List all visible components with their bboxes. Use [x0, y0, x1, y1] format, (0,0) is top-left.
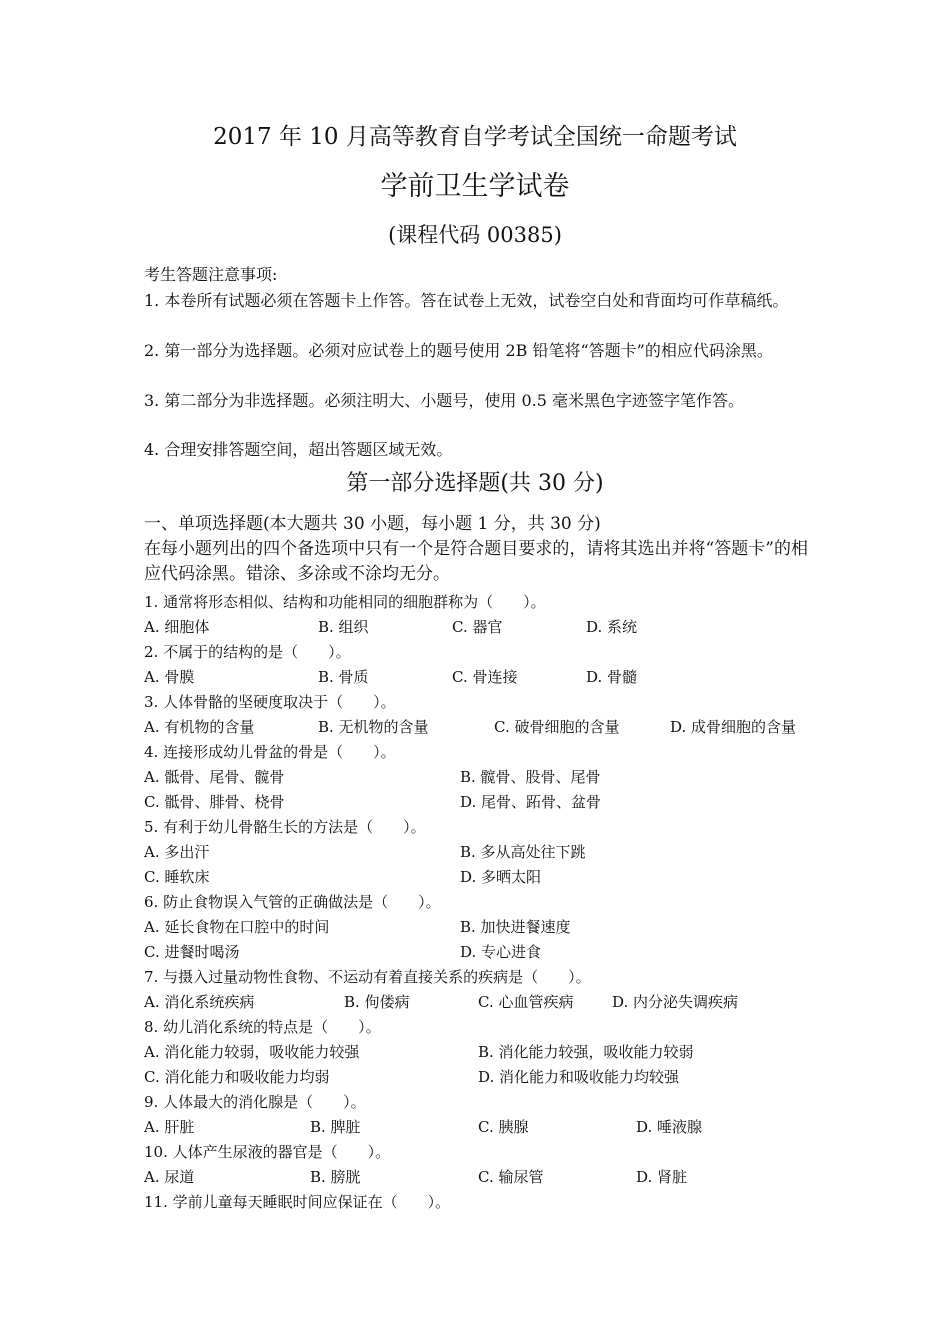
- option: C. 睡软床: [144, 868, 210, 886]
- notice-item-1: 1. 本卷所有试题必须在答题卡上作答。答在试卷上无效，试卷空白处和背面均可作草稿纸。: [144, 291, 789, 310]
- option: C. 胰腺: [478, 1118, 529, 1136]
- option: A. 消化能力较弱，吸收能力较强: [144, 1043, 360, 1061]
- option: B. 组织: [318, 618, 369, 636]
- option: C. 心血管疾病: [478, 993, 574, 1011]
- option: A. 骨膜: [144, 668, 195, 686]
- question-stem: 4. 连接形成幼儿骨盆的骨是（ ）。: [144, 743, 396, 761]
- option: D. 专心进食: [460, 943, 542, 961]
- notice-item-2: 2. 第一部分为选择题。必须对应试卷上的题号使用 2B 铅笔将“答题卡”的相应代码涂黑。: [144, 341, 773, 360]
- question-stem: 5. 有利于幼儿骨骼生长的方法是（ ）。: [144, 818, 426, 836]
- option: A. 细胞体: [144, 618, 210, 636]
- question-stem: 1. 通常将形态相似、结构和功能相同的细胞群称为（ ）。: [144, 593, 546, 611]
- option: A. 延长食物在口腔中的时间: [144, 918, 330, 936]
- option: C. 进餐时喝汤: [144, 943, 240, 961]
- option: B. 多从高处往下跳: [460, 843, 586, 861]
- option: B. 膀胱: [310, 1168, 361, 1186]
- section-heading: 一、单项选择题(本大题共 30 小题，每小题 1 分，共 30 分): [144, 514, 601, 534]
- option: A. 多出汗: [144, 843, 210, 861]
- course-code: (课程代码 00385): [388, 223, 562, 247]
- option: D. 唾液腺: [636, 1118, 703, 1136]
- option: A. 肝脏: [144, 1118, 195, 1136]
- option: C. 器官: [452, 618, 503, 636]
- question-stem: 6. 防止食物误入气管的正确做法是（ ）。: [144, 893, 441, 911]
- question-stem: 3. 人体骨骼的坚硬度取决于（ ）。: [144, 693, 396, 711]
- paper-title: 学前卫生学试卷: [380, 171, 570, 202]
- option: D. 尾骨、跖骨、盆骨: [460, 793, 602, 811]
- option: A. 尿道: [144, 1168, 195, 1186]
- option: D. 肾脏: [636, 1168, 688, 1186]
- option: B. 佝偻病: [344, 993, 410, 1011]
- option: B. 脾脏: [310, 1118, 361, 1136]
- option: B. 骨质: [318, 668, 369, 686]
- option: D. 内分泌失调疾病: [612, 993, 739, 1011]
- option: C. 骶骨、腓骨、桡骨: [144, 793, 285, 811]
- section-instructions: 在每小题列出的四个备选项中只有一个是符合题目要求的，请将其选出并将“答题卡”的相应代码涂黑。错涂、多涂或不涂均无分。: [144, 539, 808, 584]
- question-stem: 9. 人体最大的消化腺是（ ）。: [144, 1093, 366, 1111]
- option: C. 骨连接: [452, 668, 518, 686]
- notice-heading: 考生答题注意事项:: [144, 265, 278, 284]
- question-stem: 8. 幼儿消化系统的特点是（ ）。: [144, 1018, 381, 1036]
- option: C. 破骨细胞的含量: [494, 718, 620, 736]
- notice-item-3: 3. 第二部分为非选择题。必须注明大、小题号，使用 0.5 毫米黑色字迹签字笔作答。: [144, 391, 744, 410]
- option: D. 消化能力和吸收能力均较强: [478, 1068, 680, 1086]
- option: D. 成骨细胞的含量: [670, 718, 797, 736]
- option: D. 骨髓: [586, 668, 638, 686]
- option: A. 有机物的含量: [144, 718, 255, 736]
- option: A. 消化系统疾病: [144, 993, 255, 1011]
- part1-title: 第一部分选择题(共 30 分): [346, 471, 604, 496]
- option: B. 无机物的含量: [318, 718, 429, 736]
- exam-title: 2017 年 10 月高等教育自学考试全国统一命题考试: [213, 124, 737, 150]
- question-stem: 10. 人体产生尿液的器官是（ ）。: [144, 1143, 391, 1161]
- option: B. 髋骨、股骨、尾骨: [460, 768, 601, 786]
- question-stem: 2. 不属于的结构的是（ ）。: [144, 643, 351, 661]
- option: C. 消化能力和吸收能力均弱: [144, 1068, 330, 1086]
- question-stem: 7. 与摄入过量动物性食物、不运动有着直接关系的疾病是（ ）。: [144, 968, 591, 986]
- option: B. 消化能力较强，吸收能力较弱: [478, 1043, 694, 1061]
- option: B. 加快进餐速度: [460, 918, 571, 936]
- notice-item-4: 4. 合理安排答题空间，超出答题区域无效。: [144, 440, 453, 459]
- option: D. 多晒太阳: [460, 868, 542, 886]
- option: A. 骶骨、尾骨、髋骨: [144, 768, 285, 786]
- question-stem: 11. 学前儿童每天睡眠时间应保证在（ ）。: [144, 1193, 451, 1211]
- option: C. 输尿管: [478, 1168, 544, 1186]
- option: D. 系统: [586, 618, 638, 636]
